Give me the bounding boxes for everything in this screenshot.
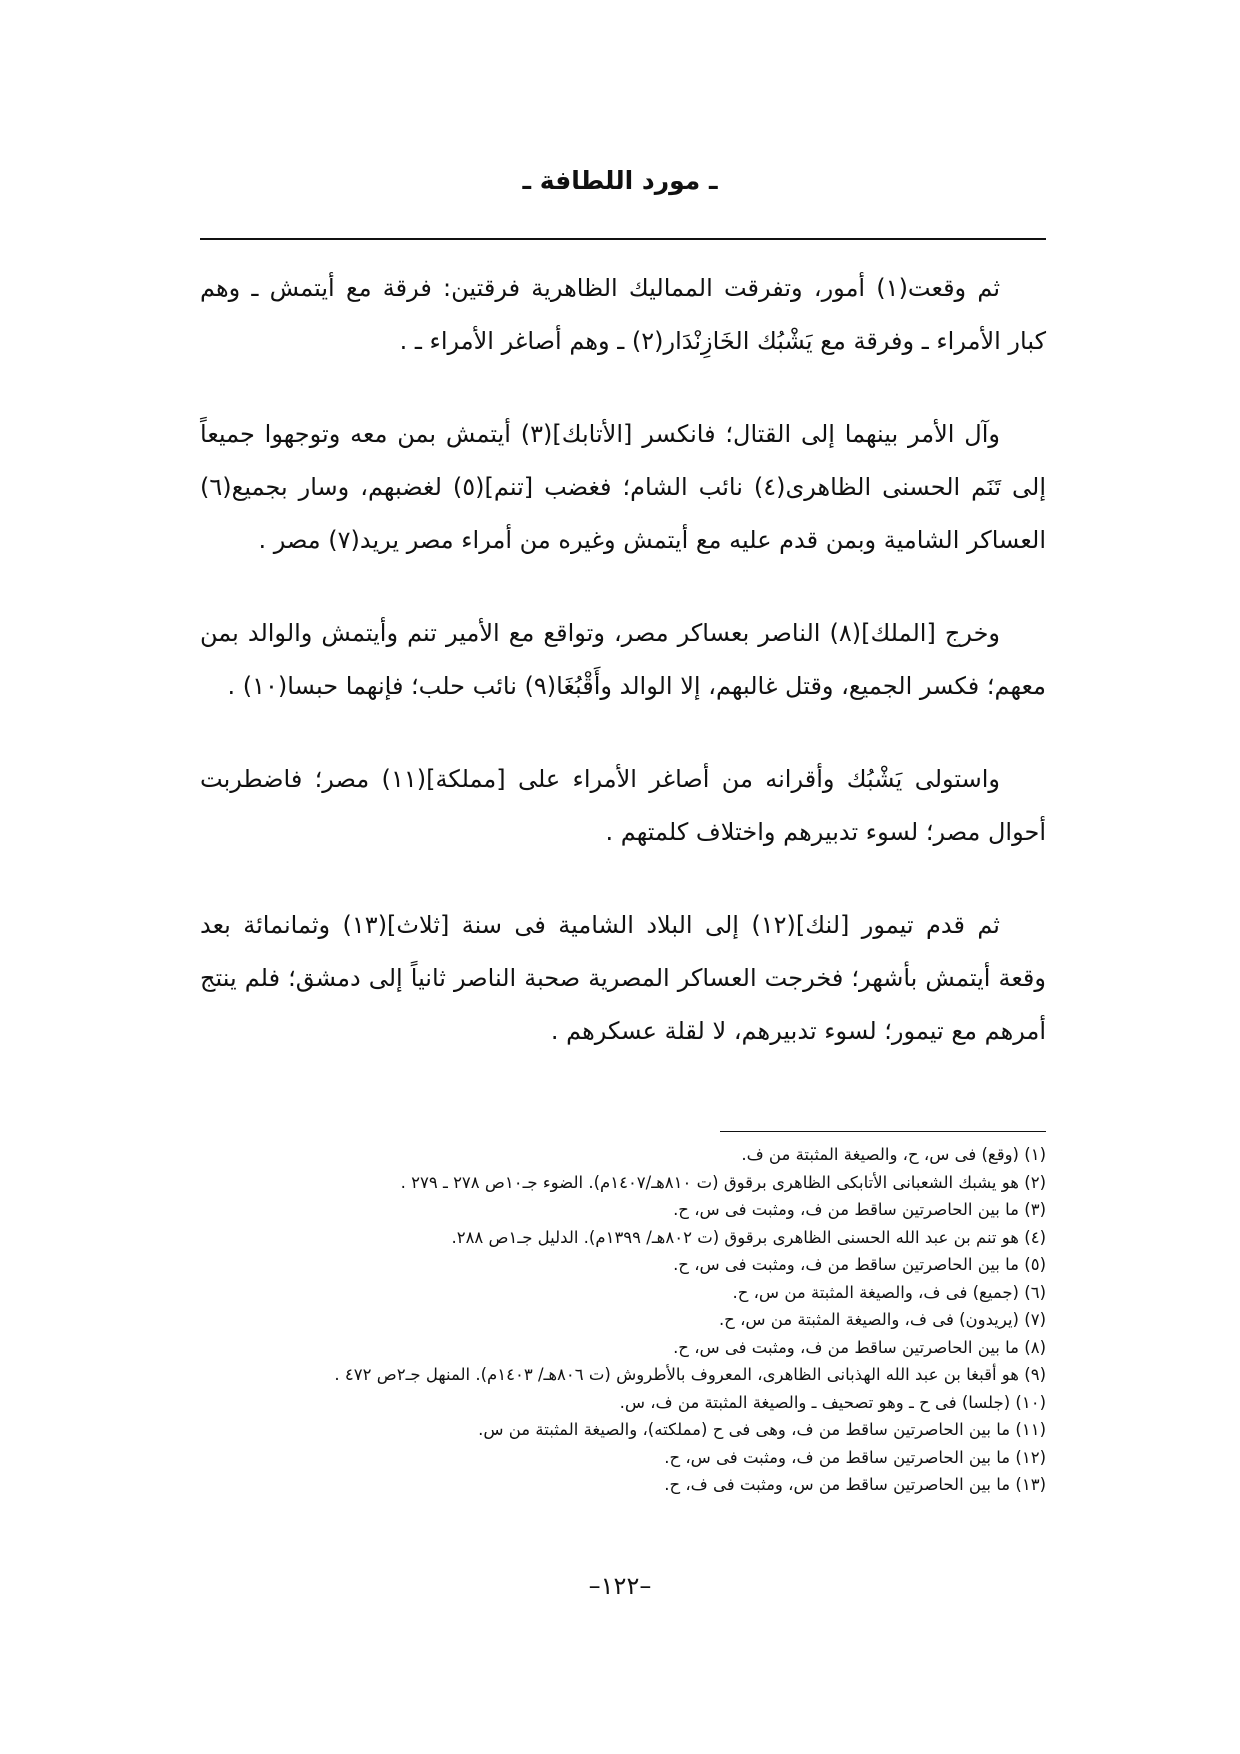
header-rule — [200, 238, 1046, 240]
page-number: –١٢٢– — [588, 1572, 652, 1600]
paragraph-1: ثم وقعت(١) أمور، وتفرقت المماليك الظاهرية فرقتين: فرقة مع أيتمش ـ وهم كبار الأمراء ـ وفرقة مع يَشْبُك الخَازِنْدَار(٢) ـ وهم أصاغر الأمراء ـ . — [200, 274, 1046, 355]
footnote-11: (١١) ما بين الحاصرتين ساقط من ف، وهى فى ح (مملكته)، والصيغة المثبتة من س. — [478, 1420, 1046, 1439]
main-text — [200, 262, 1046, 1058]
footnote-rule — [720, 1131, 1046, 1132]
footnote-9: (٩) هو أقبغا بن عبد الله الهذبانى الظاهرى، المعروف بالأطروش (ت ٨٠٦هـ/ ١٤٠٣م). المنهل جـ٢ص ٤٧٢ . — [334, 1365, 1046, 1384]
footnote-8: (٨) ما بين الحاصرتين ساقط من ف، ومثبت فى س، ح. — [673, 1337, 1046, 1357]
footnote-1: (١) (وقع) فى س، ح، والصيغة المثبتة من ف. — [741, 1145, 1046, 1164]
paragraph-2: وآل الأمر بينهما إلى القتال؛ فانكسر [الأتابك](٣) أيتمش بمن معه وتوجهوا جميعاً إلى تَنَم الحسنى الظاهرى(٤) نائب الشام؛ فغضب [تنم](٥) لغضبهم، وسار بجميع(٦) العساكر الشامية وبمن قدم عليه مع أيتمش وغيره من أمراء مصر يريد(٧) مصر . — [200, 420, 1046, 554]
footnote-3: (٣) ما بين الحاصرتين ساقط من ف، ومثبت فى س، ح. — [673, 1200, 1046, 1219]
footnote-10: (١٠) (جلسا) فى ح ـ وهو تصحيف ـ والصيغة المثبتة من ف، س. — [619, 1392, 1046, 1412]
footnote-5: (٥) ما بين الحاصرتين ساقط من ف، ومثبت فى س، ح. — [673, 1255, 1046, 1274]
footnote-6: (٦) (جميع) فى ف، والصيغة المثبتة من س، ح. — [732, 1282, 1046, 1302]
paragraph-3: وخرج [الملك](٨) الناصر بعساكر مصر، وتواقع مع الأمير تنم وأيتمش والوالد بمن معهم؛ فكسر الجميع، وقتل غالبهم، إلا الوالد وأَقْبُغَا(٩) نائب حلب؛ فإنهما حبسا(١٠) . — [200, 619, 1046, 700]
footnotes — [200, 1141, 1046, 1499]
footnote-2: (٢) هو يشبك الشعبانى الأتابكى الظاهرى برقوق (ت ٨١٠هـ/١٤٠٧م). الضوء جـ١٠ص ٢٧٨ ـ ٢٧٩ . — [400, 1172, 1046, 1192]
paragraph-4: واستولى يَشْبُك وأقرانه من أصاغر الأمراء على [مملكة](١١) مصر؛ فاضطربت أحوال مصر؛ لسوء تدبيرهم واختلاف كلمتهم . — [200, 765, 1046, 846]
footnote-4: (٤) هو تنم بن عبد الله الحسنى الظاهرى برقوق (ت ٨٠٢هـ/ ١٣٩٩م). الدليل جـ١ص ٢٨٨. — [451, 1227, 1046, 1247]
footnote-7: (٧) (يريدون) فى ف، والصيغة المثبتة من س، ح. — [718, 1310, 1046, 1329]
footnote-13: (١٣) ما بين الحاصرتين ساقط من س، ومثبت فى ف، ح. — [664, 1475, 1046, 1494]
paragraph-5: ثم قدم تيمور [لنك](١٢) إلى البلاد الشامية فى سنة [ثلاث](١٣) وثمانمائة بعد وقعة أيتمش بأشهر؛ فخرجت العساكر المصرية صحبة الناصر ثانياً إلى دمشق؛ فلم ينتج أمرهم مع تيمور؛ لسوء تدبيرهم، لا لقلة عسكرهم . — [200, 911, 1046, 1045]
running-title: ـ مورد اللطافة ـ — [522, 166, 718, 195]
footnote-12: (١٢) ما بين الحاصرتين ساقط من ف، ومثبت فى س، ح. — [664, 1447, 1046, 1467]
